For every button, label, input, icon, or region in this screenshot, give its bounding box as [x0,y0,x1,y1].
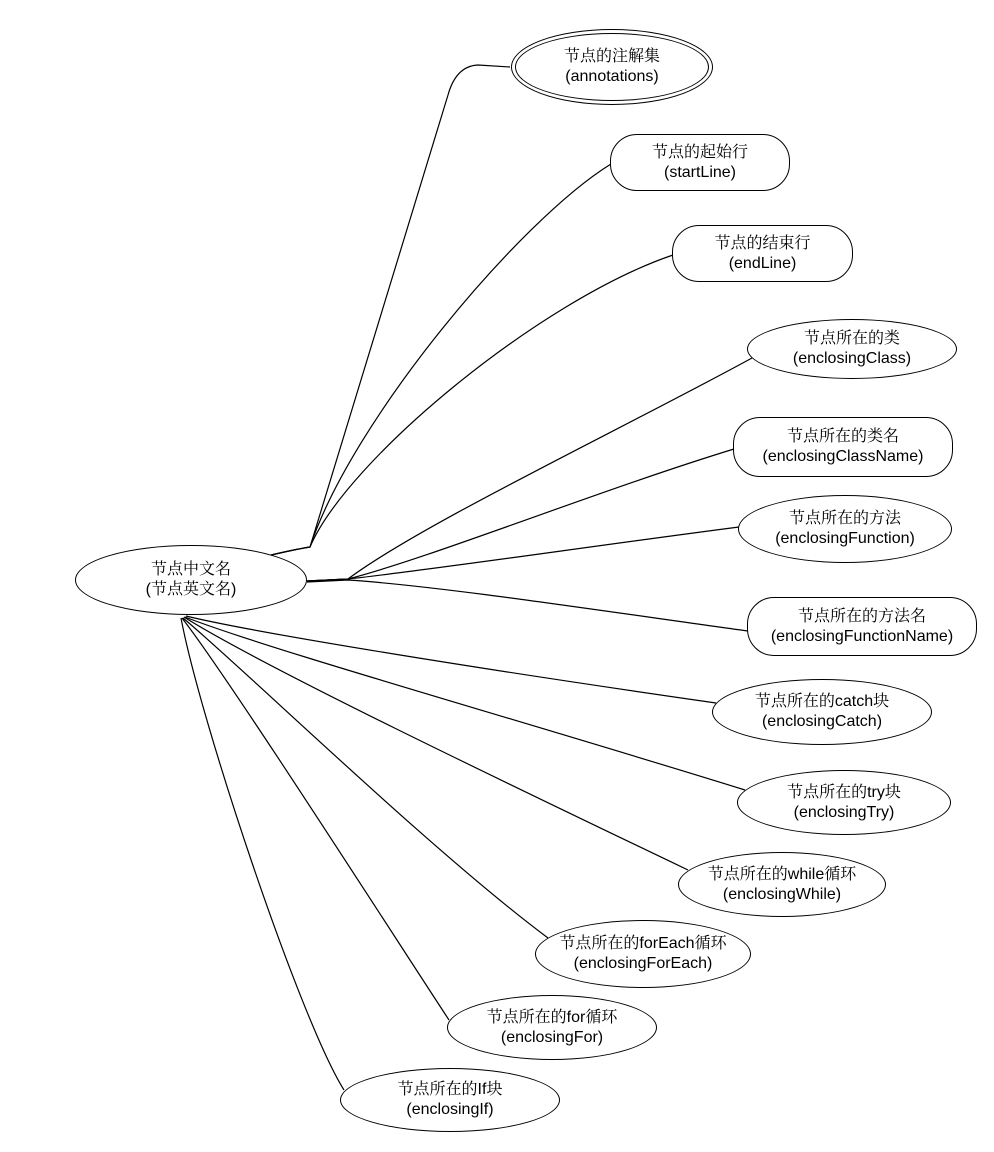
node-label-en: (enclosingFunction) [775,530,915,547]
node-label-en: (enclosingFor) [500,1028,604,1046]
node-label-zh: 节点所在的for循环 [486,1008,618,1026]
node-label-en: (enclosingFunctionName) [770,627,954,645]
node-enclosingWhile [678,852,886,917]
node-label-zh: 节点的注解集 [563,48,660,65]
node-enclosingFor [447,995,657,1060]
node-label-zh: 节点所在的If块 [397,1081,503,1098]
node-label-en: (enclosingIf) [406,1101,494,1118]
node-label-en: (startLine) [663,163,737,181]
node-label-en: (节点英文名) [145,581,237,598]
node-enclosingCatch [712,679,932,745]
node-label-en: (endLine) [728,254,797,272]
node-enclosingClassName [733,417,953,477]
node-label-zh: 节点所在的类名 [786,428,899,445]
node-label-en: (enclosingClass) [792,350,912,367]
node-enclosingFunction [738,495,952,563]
node-enclosingFunctionName [747,597,977,656]
node-label-en: (enclosingTry) [793,803,895,821]
node-startLine [610,134,790,191]
node-label-zh: 节点的结束行 [714,234,811,252]
node-label-zh: 节点所在的类 [803,330,900,347]
node-label-en: (enclosingCatch) [761,713,883,730]
node-enclosingClass [747,319,957,379]
node-label-zh: 节点的起始行 [651,143,748,161]
node-label-zh: 节点所在的方法 [788,510,901,527]
node-label-zh: 节点所在的try块 [787,783,901,801]
node-label-zh: 节点所在的forEach循环 [559,935,727,952]
node-label-zh: 节点中文名 [150,561,231,578]
node-endLine [672,225,853,282]
node-label-zh: 节点所在的catch块 [754,693,890,710]
node-root [75,545,307,615]
node-enclosingForEach [535,920,751,988]
node-label-zh: 节点所在的方法名 [797,607,926,625]
node-label-zh: 节点所在的while循环 [707,865,857,883]
node-label-en: (enclosingWhile) [722,885,842,903]
node-label-en: (enclosingClassName) [762,448,924,465]
node-enclosingTry [737,770,951,835]
node-label-en: (annotations) [565,68,659,85]
node-enclosingIf [340,1068,560,1132]
node-annotations [511,29,713,105]
node-label-en: (enclosingForEach) [573,955,713,972]
